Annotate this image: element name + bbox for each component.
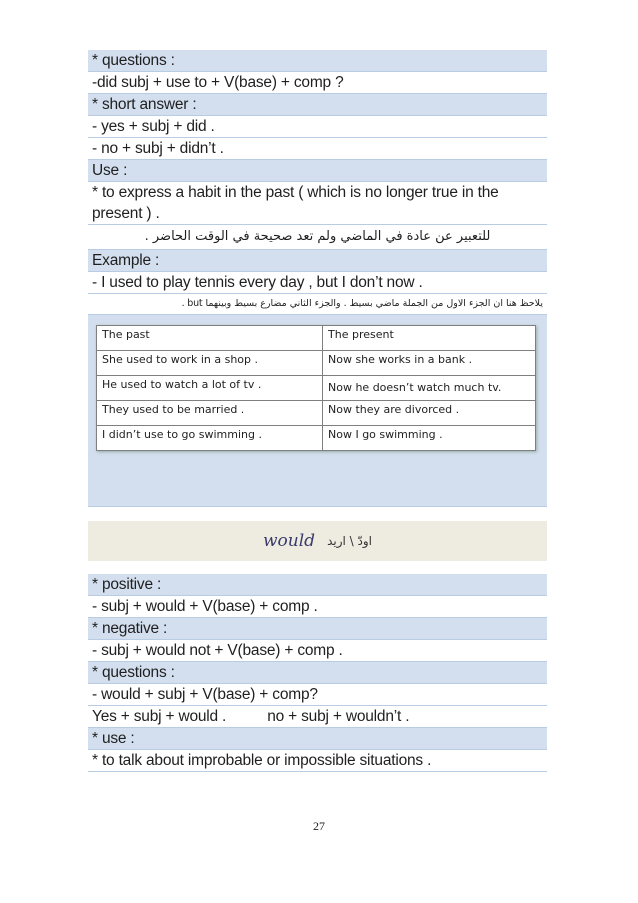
table-header-cell: The past bbox=[97, 326, 323, 351]
table-cell: They used to be married . bbox=[97, 401, 323, 426]
table-header-cell: The present bbox=[323, 326, 536, 351]
table-cell: Now I go swimming . bbox=[323, 426, 536, 451]
table-cell: He used to watch a lot of tv . bbox=[97, 376, 323, 401]
example-arabic-note: يلاحظ هنا ان الجزء الاول من الجملة ماضي بسيط . والجزء الثاني مضارع بسيط وبينهما but . bbox=[88, 294, 547, 315]
would-short-answers: Yes + subj + would . no + subj + wouldn’t . bbox=[88, 706, 547, 728]
table-cell: Now he doesn’t watch much tv. bbox=[323, 376, 536, 401]
negative-label: * negative : bbox=[88, 618, 547, 640]
negative-formula: - subj + would not + V(base) + comp . bbox=[88, 640, 547, 662]
example-table-panel bbox=[88, 315, 547, 486]
short-answer-no: - no + subj + didn’t . bbox=[88, 138, 547, 160]
page-number: 27 bbox=[313, 819, 325, 833]
table-row bbox=[97, 401, 536, 426]
example-label: Example : bbox=[88, 250, 547, 272]
use-description: * to express a habit in the past ( which is no longer true in the present ) . bbox=[88, 182, 547, 225]
use-arabic: للتعبير عن عادة في الماضي ولم تعد صحيحة في الوقت الحاضر . bbox=[88, 225, 547, 250]
use-label: Use : bbox=[88, 160, 547, 182]
table-cell: I didn’t use to go swimming . bbox=[97, 426, 323, 451]
document-body bbox=[88, 50, 547, 772]
table-cell: Now she works in a bank . bbox=[323, 351, 536, 376]
heading-english: would bbox=[263, 531, 316, 551]
table-cell: Now they are divorced . bbox=[323, 401, 536, 426]
positive-formula: - subj + would + V(base) + comp . bbox=[88, 596, 547, 618]
past-present-table bbox=[96, 325, 536, 451]
would-use-description: * to talk about improbable or impossible situations . bbox=[88, 750, 547, 772]
table-row bbox=[97, 376, 536, 401]
use-label-2: * use : bbox=[88, 728, 547, 750]
short-answer-label: * short answer : bbox=[88, 94, 547, 116]
example-sentence: - I used to play tennis every day , but I don’t now . bbox=[88, 272, 547, 294]
positive-label: * positive : bbox=[88, 574, 547, 596]
table-header-row bbox=[97, 326, 536, 351]
blank-band bbox=[88, 486, 547, 507]
questions-label-2: * questions : bbox=[88, 662, 547, 684]
would-question-formula: - would + subj + V(base) + comp? bbox=[88, 684, 547, 706]
table-cell: She used to work in a shop . bbox=[97, 351, 323, 376]
table-row bbox=[97, 426, 536, 451]
question-formula: -did subj + use to + V(base) + comp ? bbox=[88, 72, 547, 94]
short-answer-yes: - yes + subj + did . bbox=[88, 116, 547, 138]
table-row bbox=[97, 351, 536, 376]
questions-label: * questions : bbox=[88, 50, 547, 72]
would-heading bbox=[88, 521, 547, 561]
heading-arabic: اودّ \ اريد bbox=[327, 534, 372, 548]
